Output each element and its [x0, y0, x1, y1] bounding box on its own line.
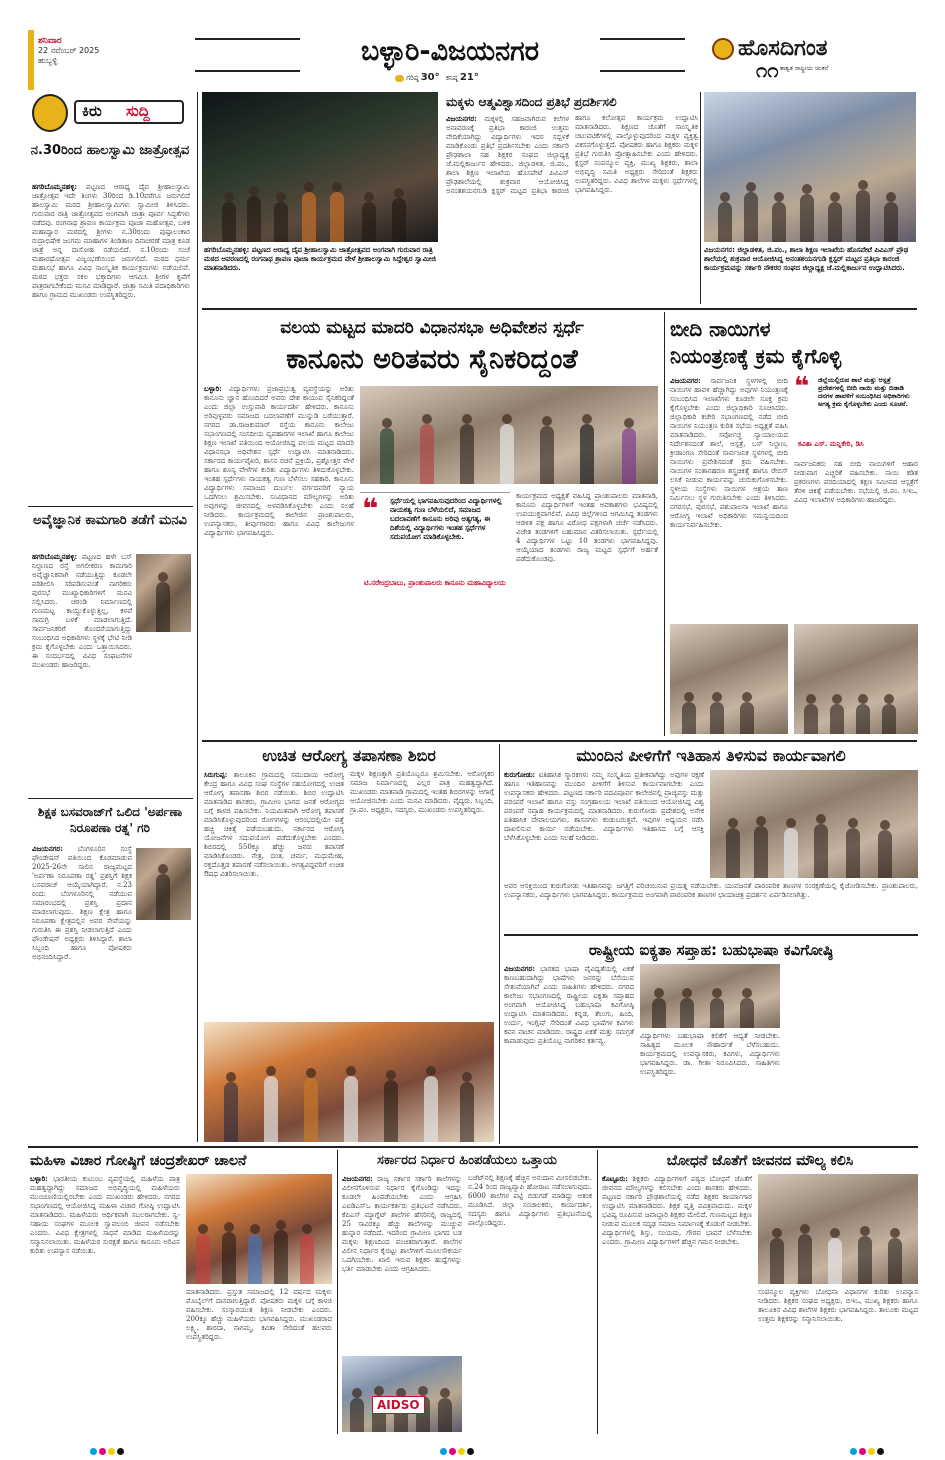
weather-widget: [395, 72, 515, 86]
women-text-2: ಮಾತನಾಡಿದರು. ಪ್ರಸ್ತುತ ಸಮಾಜದಲ್ಲಿ 12 ವರ್ಷದ ಮಕ್ಕಳು ಮೊಬೈಲ್‌ಗೆ ದಾಸರಾಗುತ್ತಿದ್ದಾರೆ. ಪೋಷಕರು ಮಕ್ಕಳ ಬಗ್ಗೆ ಕಾಳಜಿ ವಹಿಸಬೇಕು. ಸಂಸ್ಕಾರಯುತ ಶಿಕ್ಷಣ ನೀಡಬೇಕು ಎಂದರು. 200ಕ್ಕೂ ಹೆಚ್ಚು ಮಹಿಳೆಯರು ಭಾಗವಹಿಸಿದ್ದರು. ಮುಖಂಡರಾದ ಲಕ್ಷ್ಮಿ, ಶಾರದಾ, ನಾಗಮ್ಮ, ಕವಿತಾ ಸೇರಿದಂತೆ ಹಲವರು ಉಪಸ್ಥಿತರಿದ್ದರು.: [186, 1288, 332, 1341]
values-headline: ಬೋಧನೆ ಜೊತೆಗೆ ಜೀವನದ ಮೌಲ್ಯ ಕಲಿಸಿ: [666, 1153, 854, 1169]
logo-emblem-icon: [712, 38, 734, 60]
section-divider: [202, 740, 917, 742]
divider: [28, 798, 193, 799]
masthead: [0, 0, 945, 90]
brief-3-headline: ಶಿಕ್ಷಕ ಬಸವರಾಜ್‌ಗೆ ಒಲಿದ 'ಅರ್ಪಣಾ ನಿರೂಪಣಾ ರತ್ನ' ಗರಿ: [37, 805, 183, 835]
section-divider: [504, 934, 918, 936]
brief-3-text: ಬೆಂಗಳೂರಿನ ಸಂಸ್ಥೆ ಫೌಂಡೇಷನ್ ವತಿಯಿಂದ ಕೊಡಮಾಡುವ 2025-26ನೇ ಸಾಲಿನ ರಾಜ್ಯಮಟ್ಟದ 'ಅರ್ಪಣಾ ನಿರೂಪಣಾ ರತ್ನ' ಪ್ರಶಸ್ತಿಗೆ ಶಿಕ್ಷಕ ಬಸವರಾಜ್ ಆಯ್ಕೆಯಾಗಿದ್ದಾರೆ. ನ.23 ರಂದು ಬೆಂಗಳೂರಿನಲ್ಲಿ ನಡೆಯುವ ಸಮಾರಂಭದಲ್ಲಿ ಪ್ರಶಸ್ತಿ ಪ್ರದಾನ ಮಾಡಲಾಗುವುದು. ಶಿಕ್ಷಣ ಕ್ಷೇತ್ರ ಹಾಗೂ ನಿರೂಪಣಾ ಕ್ಷೇತ್ರದಲ್ಲಿನ ಅವರ ಸೇವೆಯನ್ನು ಗುರುತಿಸಿ ಈ ಪ್ರಶಸ್ತಿ ನೀಡಲಾಗುತ್ತಿದೆ ಎಂದು ಫೌಂಡೇಷನ್ ಅಧ್ಯಕ್ಷರು ತಿಳಿಸಿದ್ದಾರೆ. ಶಾಲಾ ಸಿಬ್ಬಂದಿ ಹಾಗೂ ಪೋಷಕರು ಅಭಿನಂದಿಸಿದ್ದಾರೆ.: [32, 845, 132, 961]
integration-body-col2: [640, 1032, 780, 1142]
paper-name: ಹೊಸದಿಗಂತ: [738, 36, 828, 61]
protest-photo: [342, 1356, 462, 1432]
dogs-place: ವಿಜಯನಗರ:: [670, 376, 701, 385]
values-text-2: ಸಂಪನ್ಮೂಲ ವ್ಯಕ್ತಿಗಳು ಬೋಧನಾ ವಿಧಾನಗಳ ಕುರಿತು ಉಪನ್ಯಾಸ ನೀಡಿದರು. ಶಿಕ್ಷಕರ ಸಂಘದ ಅಧ್ಯಕ್ಷರು, ಬಿಇಒ, ಮುಖ್ಯ ಶಿಕ್ಷಕರು ಹಾಗೂ ತಾಲೂಕಿನ ವಿವಿಧ ಶಾಲೆಗಳ ಶಿಕ್ಷಕರು ಭಾಗವಹಿಸಿದ್ದರು. ತಾಲೂಕು ಮಟ್ಟದ ಉತ್ತಮ ಶಿಕ್ಷಕರನ್ನು ಸನ್ಮಾನಿಸಲಾಯಿತು.: [758, 1288, 918, 1323]
women-event-photo: [186, 1174, 332, 1284]
brief-2-text: ಪಟ್ಟಣದ ಹಳೇ ಬಸ್ ನಿಲ್ದಾಣದ ರಸ್ತೆ ಅಗಲೀಕರಣ ಕಾಮಗಾರಿ ಅವೈಜ್ಞಾನಿಕವಾಗಿ ನಡೆಯುತ್ತಿದ್ದು ಕೂಡಲೇ ಪರಿಶೀಲಿಸಿ ಸರಿಪಡಿಸುವಂತೆ ನಾಗರಿಕರು ಪುರಸಭೆ ಮುಖ್ಯಾಧಿಕಾರಿಗಳಿಗೆ ಮನವಿ ಸಲ್ಲಿಸಿದರು. ಚರಂಡಿ ನಿರ್ಮಾಣದಲ್ಲಿ ಗುಣಮಟ್ಟ ಕಾಯ್ದುಕೊಳ್ಳುತ್ತಿಲ್ಲ, ಕಳಪೆ ಸಾಮಗ್ರಿ ಬಳಕೆ ಮಾಡಲಾಗುತ್ತಿದೆ. ಸಾರ್ವಜನಿಕರಿಗೆ ತೊಂದರೆಯಾಗುತ್ತಿದ್ದು ಸಂಬಂಧಿಸಿದ ಅಧಿಕಾರಿಗಳು ಸ್ಥಳಕ್ಕೆ ಭೇಟಿ ನೀಡಿ ಕ್ರಮ ಕೈಗೊಳ್ಳಬೇಕು ಎಂದು ಒತ್ತಾಯಿಸಿದರು. ಈ ಸಂದರ್ಭದಲ್ಲಿ ವಿವಿಧ ಸಂಘಟನೆಗಳ ಮುಖಂಡರು ಹಾಜರಿದ್ದರು.: [32, 553, 133, 669]
weather-min-label: ಕನಿಷ್ಠ: [445, 74, 458, 82]
brief-3-body: [32, 844, 132, 961]
history-body-col1: [504, 770, 704, 878]
lead-stage-photo: [360, 386, 658, 484]
integration-text: ಭಾರತದ ಭಾಷಾ ವೈವಿಧ್ಯತೆಯಲ್ಲಿ ಏಕತೆ ಕಾಣಬಹುದಾಗಿದ್ದು ಭಾಷೆಗಳು ಜನರನ್ನು ಬೆಸೆಯುವ ಸೇತುವೆಯಾಗಿವೆ ಎಂದು ಸಾಹಿತಿಗಳು ಹೇಳಿದರು. ನಗರದ ಕಾಲೇಜು ಸಭಾಂಗಣದಲ್ಲಿ ರಾಷ್ಟ್ರೀಯ ಐಕ್ಯತಾ ಸಪ್ತಾಹದ ಅಂಗವಾಗಿ ಆಯೋಜಿಸಿದ್ದ ಬಹುಭಾಷಾ ಕವಿಗೋಷ್ಠಿ ಉದ್ಘಾಟಿಸಿ ಮಾತನಾಡಿದರು. ಕನ್ನಡ, ತೆಲುಗು, ಹಿಂದಿ, ಉರ್ದು, ಇಂಗ್ಲಿಷ್ ಸೇರಿದಂತೆ ವಿವಿಧ ಭಾಷೆಗಳ ಕವಿಗಳು ಕವನ ವಾಚನ ಮಾಡಿದರು. ರಾಷ್ಟ್ರದ ಏಕತೆ ಮತ್ತು ಸಮಗ್ರತೆ ಕಾಪಾಡುವುದು ಪ್ರತಿಯೊಬ್ಬ ನಾಗರಿಕನ ಕರ್ತವ್ಯ.: [504, 965, 634, 1045]
column-rule: [197, 92, 198, 1142]
quote-mark-icon: ❝: [794, 372, 810, 402]
dogs-quote-by: ಕವಿತಾ ಎಸ್. ಮನ್ನಿಕೇರಿ, ಡಿಸಿ: [798, 440, 864, 448]
kirusuddi-label-b: ಸುದ್ದಿ: [126, 102, 150, 120]
women-place: ಬಳ್ಳಾರಿ:: [30, 1174, 48, 1183]
integration-text-2: ವಿದ್ಯಾರ್ಥಿಗಳು ಬಹುಭಾಷಾ ಕಲಿಕೆಗೆ ಆದ್ಯತೆ ನೀಡಬೇಕು. ಸಾಹಿತ್ಯದ ಮೂಲಕ ಸೌಹಾರ್ದತೆ ಬೆಳೆಸಬಹುದು. ಕಾರ್ಯಕ್ರಮದಲ್ಲಿ ಉಪನ್ಯಾಸಕರು, ಕವಿಗಳು, ವಿದ್ಯಾರ್ಥಿಗಳು ಭಾಗವಹಿಸಿದ್ದರು. ಡಾ. ಗೀತಾ ನಿರೂಪಿಸಿದರು. ಸಾಹಿತಿಗಳು ಉಪಸ್ಥಿತರಿದ್ದರು.: [640, 1032, 780, 1076]
brief-3-portrait: [136, 848, 191, 920]
values-place: ಕೊಟ್ಟೂರು:: [602, 1174, 628, 1183]
weather-max-label: ಗರಿಷ್ಠ: [406, 74, 419, 82]
divider: [28, 506, 193, 507]
section-divider: [28, 1146, 918, 1148]
govt-body-col2: [468, 1174, 592, 1432]
women-body-col2: [186, 1288, 332, 1432]
integration-headline: ರಾಷ್ಟ್ರೀಯ ಐಕ್ಯತಾ ಸಪ್ತಾಹ: ಬಹುಭಾಷಾ ಕವಿಗೋಷ್ಠಿ: [588, 941, 834, 959]
column-rule: [664, 312, 665, 736]
kirusuddi-header: [28, 92, 193, 136]
dogs-body-col2: [794, 460, 918, 620]
dogs-quote-box: [794, 374, 918, 454]
lead-body-col2: [516, 492, 658, 732]
health-camp-photo: [204, 1022, 494, 1142]
govt-headline: ಸರ್ಕಾರದ ನಿರ್ಧಾರ ಹಿಂಪಡೆಯಲು ಒತ್ತಾಯ: [377, 1153, 557, 1168]
brief-1-place: ಹಗರಿಬೊಮ್ಮನಹಳ್ಳಿ:: [32, 182, 78, 191]
values-event-photo: [758, 1174, 918, 1284]
women-body-col1: [30, 1174, 180, 1432]
dogs-meeting-photo: [794, 624, 918, 734]
paper-tagline: ಶಾಶ್ವತ ರಾಷ್ಟ್ರೀಯ ಚಿಂತನೆ: [780, 65, 829, 72]
health-body-col1: [204, 770, 344, 1018]
health-place: ಸಿರುಗುಪ್ಪ:: [204, 770, 228, 779]
temple-photo-caption: ಹಗರಿಬೊಮ್ಮನಹಳ್ಳಿ: ಪಟ್ಟಣದ ಆರಾಧ್ಯ ದೈವ ಶ್ರೀಹಾಲಸ್ವಾಮಿ ಜಾತ್ರೋತ್ಸವದ ಅಂಗವಾಗಿ ಗುರುವಾರ ರಾತ್ರಿ ಮಠದ ಆವರಣದಲ್ಲಿ ರಂಗನಾಥ ಶ್ರಾವಣ ಪೂಜಾ ಕಾರ್ಯಕ್ರಮದ ವೇಳೆ ಶ್ರೀಹಾಲಸ್ವಾಮಿ ಸಿದ್ದೇಶ್ವರ ಸ್ವಾಮೀಜಿ ಮಾತನಾಡಿದರು.: [204, 246, 436, 272]
health-text: ತಾಲೂಕಿನ ಗ್ರಾಮದಲ್ಲಿ ಸಮುದಾಯ ಆರೋಗ್ಯ ಕೇಂದ್ರ ಹಾಗೂ ವಿವಿಧ ಸಂಘ ಸಂಸ್ಥೆಗಳ ಸಹಯೋಗದಲ್ಲಿ ಉಚಿತ ಆರೋಗ್ಯ ತಪಾಸಣಾ ಶಿಬಿರ ನಡೆಯಿತು. ಶಿಬಿರ ಉದ್ಘಾಟಿಸಿ ಮಾತನಾಡಿದ ಶಾಸಕರು, ಗ್ರಾಮೀಣ ಭಾಗದ ಜನತೆ ಆರೋಗ್ಯದ ಬಗ್ಗೆ ಕಾಳಜಿ ವಹಿಸಬೇಕು. ನಿಯಮಿತವಾಗಿ ಆರೋಗ್ಯ ತಪಾಸಣೆ ಮಾಡಿಸಿಕೊಳ್ಳುವುದರಿಂದ ರೋಗಗಳನ್ನು ಆರಂಭದಲ್ಲಿಯೇ ಪತ್ತೆ ಹಚ್ಚಿ ಚಿಕಿತ್ಸೆ ಪಡೆಯಬಹುದು. ಸರ್ಕಾರದ ಆರೋಗ್ಯ ಯೋಜನೆಗಳ ಸದುಪಯೋಗ ಪಡೆದುಕೊಳ್ಳಬೇಕು ಎಂದರು. ಶಿಬಿರದಲ್ಲಿ 550ಕ್ಕೂ ಹೆಚ್ಚು ಜನರು ತಪಾಸಣೆ ಮಾಡಿಸಿಕೊಂಡರು. ನೇತ್ರ, ದಂತ, ಚರ್ಮ, ಮಧುಮೇಹ, ರಕ್ತದೊತ್ತಡ ತಪಾಸಣೆ ನಡೆಸಲಾಯಿತು. ಅಗತ್ಯವಿದ್ದವರಿಗೆ ಉಚಿತ ಔಷಧ ವಿತರಿಸಲಾಯಿತು.: [204, 771, 344, 878]
children-story-headline: ಮಕ್ಕಳು ಆತ್ಮವಿಶ್ವಾಸದಿಂದ ಪ್ರತಿಭೆ ಪ್ರದರ್ಶಿಸಲಿ: [446, 95, 617, 109]
health-text-2: ಮಕ್ಕಳ ಶಿಕ್ಷಣಕ್ಕಾಗಿ ಪ್ರತಿಯೊಬ್ಬರೂ ಶ್ರಮಿಸಬೇಕು. ಆರೋಗ್ಯಕರ ಸಮಾಜ ನಿರ್ಮಾಣದಲ್ಲಿ ಎಲ್ಲರ ಪಾತ್ರ ಮಹತ್ವದ್ದಾಗಿದೆ. ಮುಖಂಡರು ಮಾತನಾಡಿ ಗ್ರಾಮದಲ್ಲಿ ಇಂತಹ ಶಿಬಿರಗಳನ್ನು ಆಗಾಗ್ಗೆ ಆಯೋಜಿಸಬೇಕು ಎಂದು ಮನವಿ ಮಾಡಿದರು. ವೈದ್ಯರು, ಸಿಬ್ಬಂದಿ, ಗ್ರಾ.ಪಂ. ಅಧ್ಯಕ್ಷರು, ಸದಸ್ಯರು, ಮುಖಂಡರು ಉಪಸ್ಥಿತರಿದ್ದರು.: [350, 770, 494, 814]
values-text: ಶಿಕ್ಷಕರು ವಿದ್ಯಾರ್ಥಿಗಳಿಗೆ ಪಠ್ಯದ ಬೋಧನೆ ಜೊತೆಗೆ ಜೀವನದ ಮೌಲ್ಯಗಳನ್ನು ಕಲಿಸಬೇಕು ಎಂದು ಶಾಸಕರು ಹೇಳಿದರು. ಪಟ್ಟಣದ ಸರ್ಕಾರಿ ಪ್ರೌಢಶಾಲೆಯಲ್ಲಿ ನಡೆದ ಶಿಕ್ಷಕರ ಕಾರ್ಯಾಗಾರ ಉದ್ಘಾಟಿಸಿ ಮಾತನಾಡಿದರು. ಶಿಕ್ಷಕ ವೃತ್ತಿ ಪವಿತ್ರವಾದುದು. ಮಕ್ಕಳ ಭವಿಷ್ಯ ರೂಪಿಸುವ ಜವಾಬ್ದಾರಿ ಶಿಕ್ಷಕರ ಮೇಲಿದೆ. ಗುಣಮಟ್ಟದ ಶಿಕ್ಷಣ ನೀಡುವ ಮೂಲಕ ಸದೃಢ ಸಮಾಜ ನಿರ್ಮಾಣಕ್ಕೆ ಕೊಡುಗೆ ನೀಡಬೇಕು. ವಿದ್ಯಾರ್ಥಿಗಳಲ್ಲಿ ಶಿಸ್ತು, ಸಂಯಮ, ಗೌರವ ಭಾವನೆ ಬೆಳೆಸಬೇಕು ಎಂದರು. ಗ್ರಾಮೀಣ ವಿದ್ಯಾರ್ಥಿಗಳಿಗೆ ಹೆಚ್ಚಿನ ಗಮನ ನೀಡಬೇಕು.: [602, 1175, 752, 1246]
dogs-headline-1: ಬೀದಿ ನಾಯಿಗಳ: [670, 317, 771, 341]
column-rule: [499, 744, 500, 1144]
protest-banner: AIDSO: [372, 1396, 425, 1414]
dogs-text-2: ಸಾರ್ವಜನಿಕರು ಸಹ ಬೀದಿ ನಾಯಿಗಳಿಗೆ ಆಹಾರ ನೀಡುವಾಗ ಎಚ್ಚರಿಕೆ ವಹಿಸಬೇಕು. ನಾಯಿ ಕಡಿತ ಪ್ರಕರಣಗಳು ವರದಿಯಾದಲ್ಲಿ ತಕ್ಷಣ ಸಮೀಪದ ಆಸ್ಪತ್ರೆಗೆ ತೆರಳಿ ಚಿಕಿತ್ಸೆ ಪಡೆಯಬೇಕು. ಸಭೆಯಲ್ಲಿ ಜಿ.ಪಂ. ಸಿಇಒ, ವಿವಿಧ ಇಲಾಖೆಗಳ ಅಧಿಕಾರಿಗಳು ಹಾಜರಿದ್ದರು.: [794, 460, 918, 504]
history-place: ಕುರುಗೋಡು:: [504, 770, 536, 779]
accent-bar-left: [28, 30, 34, 90]
history-event-photo: [710, 770, 918, 878]
weather-min: 21°: [459, 72, 479, 83]
children-story-text: ಮಕ್ಕಳಲ್ಲಿ ಸಹಜವಾಗಿರುವ ಕಲೆಗಳ ಅನಾವರಣಕ್ಕೆ ಪ್ರತಿಭಾ ಕಾರಂಜಿ ಉತ್ತಮ ವೇದಿಕೆಯಾಗಿದ್ದು ವಿದ್ಯಾರ್ಥಿಗಳು ಇದರ ಸದ್ಬಳಕೆ ಮಾಡಿಕೊಂಡು ಪ್ರತಿಭೆ ಪ್ರದರ್ಶಿಸಬೇಕು ಎಂದು ಸರ್ಕಾರಿ ಪ್ರೌಢಶಾಲಾ ಸಹ ಶಿಕ್ಷಕರ ಸಂಘದ ಜಿಲ್ಲಾಧ್ಯಕ್ಷ ಜೆ.ಮಲ್ಲಿಕಾರ್ಜುನ ಹೇಳಿದರು. ಜಿಲ್ಲಾಡಳಿತ, ಜಿ.ಪಂ., ಶಾಲಾ ಶಿಕ್ಷಣ ಇಲಾಖೆಯ ಹೊಸಪೇಟೆ ಪಿವಿಎಸ್ ಪ್ರೌಢಶಾಲೆಯಲ್ಲಿ ಶುಕ್ರವಾರ ಆಯೋಜಿಸಿದ್ದ ಅನಂತಶಯನಗುಡಿ ಕ್ಲಸ್ಟರ್ ಮಟ್ಟದ ಪ್ರತಿಭಾ ಕಾರಂಜಿ ಹಾಗೂ ಕಲೋತ್ಸವ ಕಾರ್ಯಕ್ರಮ ಉದ್ಘಾಟಿಸಿ ಮಾತನಾಡಿದರು. ಶಿಕ್ಷಣದ ಜೊತೆಗೆ ಸಾಂಸ್ಕೃತಿಕ ಚಟುವಟಿಕೆಗಳಲ್ಲಿ ಪಾಲ್ಗೊಳ್ಳುವುದರಿಂದ ಮಕ್ಕಳ ವ್ಯಕ್ತಿತ್ವ ವಿಕಸನಗೊಳ್ಳುತ್ತದೆ. ಪೋಷಕರು ಹಾಗೂ ಶಿಕ್ಷಕರು ಮಕ್ಕಳ ಪ್ರತಿಭೆ ಗುರುತಿಸಿ ಪ್ರೋತ್ಸಾಹಿಸಬೇಕು ಎಂದು ಹೇಳಿದರು. ಕ್ಲಸ್ಟರ್ ಸಂಪನ್ಮೂಲ ವ್ಯಕ್ತಿ, ಮುಖ್ಯ ಶಿಕ್ಷಕರು, ಶಾಲಾ ಅಭಿವೃದ್ಧಿ ಸಮಿತಿ ಅಧ್ಯಕ್ಷರು ಸೇರಿದಂತೆ ಶಿಕ್ಷಕರು ಉಪಸ್ಥಿತರಿದ್ದರು. ವಿವಿಧ ಶಾಲೆಗಳ ಮಕ್ಕಳು ಸ್ಪರ್ಧೆಗಳಲ್ಲಿ ಭಾಗವಹಿಸಿದ್ದರು.: [446, 114, 698, 195]
dogs-headline-2: ನಿಯಂತ್ರಣಕ್ಕೆ ಕ್ರಮ ಕೈಗೊಳ್ಳಿ: [670, 344, 842, 368]
weather-max: 30°: [420, 72, 440, 83]
brief-1-headline: ನ.30ರಿಂದ ಹಾಲಸ್ವಾಮಿ ಜಾತ್ರೋತ್ಸವ: [30, 143, 190, 158]
section-divider: [202, 308, 917, 310]
dateline-block: [38, 36, 128, 66]
kirusuddi-label-a: ಕಿರು: [82, 102, 102, 120]
masthead-edition: ಹುಬ್ಬಳ್ಳಿ: [38, 56, 58, 65]
children-story-body: [446, 114, 698, 306]
lead-kicker: ವಲಯ ಮಟ್ಟದ ಮಾದರಿ ವಿಧಾನಸಭಾ ಅಧಿವೇಶನ ಸ್ಪರ್ಧೆ: [280, 318, 584, 338]
integration-place: ವಿಜಯನಗರ:: [504, 964, 535, 973]
dogs-quote: ಜಿಲ್ಲೆಯಲ್ಲಿರುವ ಶಾಲೆ ಮತ್ತು ಆಸ್ಪತ್ರೆ ಪ್ರದೇಶಗಳಲ್ಲಿ ಬೀದಿ ನಾಯಿ ಮತ್ತು ಬಿಡಾಡಿ ದನಗಳ ಹಾವಳಿಗೆ ಸಂಬಂಧಿಸಿದ ಅಧಿಕಾರಿಗಳು ಅಗತ್ಯ ಕ್ರಮ ಕೈಗೊಳ್ಳಬೇಕು ಎಂದು ಸೂಚನೆ.: [818, 376, 910, 408]
school-photo-caption: ವಿಜಯನಗರ: ಜಿಲ್ಲಾಡಳಿತ, ಜಿ.ಪಂ., ಶಾಲಾ ಶಿಕ್ಷಣ ಇಲಾಖೆಯ ಹೊಸಪೇಟೆ ಪಿವಿಎಸ್ ಪ್ರೌಢ ಶಾಲೆಯಲ್ಲಿ ಶುಕ್ರವಾರ ಆಯೋಜಿಸಿದ್ದ ಅನಂತಶಯನಗುಡಿ ಕ್ಲಸ್ಟರ್ ಮಟ್ಟದ ಪ್ರತಿಭಾ ಕಾರಂಜಿ ಕಾರ್ಯಕ್ರಮವನ್ನು ಸರ್ಕಾರಿ ನೌಕರರ ಸಂಘದ ಜಿಲ್ಲಾಧ್ಯಕ್ಷ ಜೆ.ಮಲ್ಲಿಕಾರ್ಜುನ ಉದ್ಘಾಟಿಸಿದರು.: [704, 246, 909, 272]
paper-logo: [710, 35, 880, 65]
govt-text: ರಾಜ್ಯ ಸರ್ಕಾರ ಸರ್ಕಾರಿ ಶಾಲೆಗಳನ್ನು ವಿಲೀನಗೊಳಿಸುವ ನಿರ್ಧಾರ ಕೈಗೊಂಡಿದ್ದು ಇದನ್ನು ಕೂಡಲೇ ಹಿಂಪಡೆಯಬೇಕು ಎಂದು ಆಗ್ರಹಿಸಿ ಎಐಡಿಎಸ್‌ಒ ಕಾರ್ಯಕರ್ತರು ಪ್ರತಿಭಟನೆ ನಡೆಸಿದರು. ಕೆಪಿಎಸ್ ಮ್ಯಾಗ್ನೆಟ್ ಶಾಲೆಗಳ ಹೆಸರಿನಲ್ಲಿ ರಾಜ್ಯದಲ್ಲಿ 25 ಸಾವಿರಕ್ಕೂ ಹೆಚ್ಚು ಶಾಲೆಗಳನ್ನು ಮುಚ್ಚುವ ಹುನ್ನಾರ ನಡೆದಿದೆ. ಇದರಿಂದ ಗ್ರಾಮೀಣ ಭಾಗದ ಬಡ ಮಕ್ಕಳು ಶಿಕ್ಷಣದಿಂದ ವಂಚಿತರಾಗುತ್ತಾರೆ. ಶಾಲೆಗಳ ವಿಲೀನ ನಿರ್ಧಾರ ಕೈಬಿಟ್ಟು ಶಾಲೆಗಳಿಗೆ ಮೂಲಸೌಕರ್ಯ ಒದಗಿಸಬೇಕು. ಖಾಲಿ ಇರುವ ಶಿಕ್ಷಕರ ಹುದ್ದೆಗಳನ್ನು ಭರ್ತಿ ಮಾಡಬೇಕು ಎಂದು ಆಗ್ರಹಿಸಿದರು.: [342, 1175, 462, 1273]
temple-night-photo: [202, 92, 438, 242]
integration-body-col3: [786, 964, 918, 1142]
brief-2-headline: ಅವೈಜ್ಞಾನಿಕ ಕಾಮಗಾರಿ ತಡೆಗೆ ಮನವಿ: [33, 513, 187, 528]
values-body-col1: [602, 1174, 752, 1432]
brief-1-text: ಪಟ್ಟಣದ ಆರಾಧ್ಯ ದೈವ ಶ್ರೀಹಾಲಸ್ವಾಮಿ ಜಾತ್ರೋತ್ಸವ ಇದೇ ತಿಂಗಳು 30ರಿಂದ ಡಿ.10ವರೆಗೂ ಜರುಗಲಿದೆ ಹಾಲಸ್ವಾಮಿ ಮಠದ ಶ್ರೀಹಾಲಸ್ವಾಮಿಗಳು ಸ್ವಾಮೀಜಿ ತಿಳಿಸಿದರು. ಗುರುವಾರ ರಾತ್ರಿ ಜಾತ್ರೋತ್ಸವದ ಅಂಗವಾಗಿ ಜಾತ್ರಾ ಪೂರ್ವ ಸಿದ್ಧತೆಗಳು ನಡೆದವು. ರಂಗನಾಥ ಶ್ರಾವಣ ಕಾರ್ಯಕ್ರಮ ಪೂಜಾ ಮಹೋತ್ಸವ, ಬಳಿಕ ಮಹಾದ್ವಾರ ಮಠದಲ್ಲಿ ಶ್ರೀಗಳು ನ.30ರಂದು ಪುಷ್ಪಾಲಂಕಾರ ರುದ್ರಾಭಿಷೇಕ ಜಂಗಮ ಮಾಹಾಗಳ ತಿಂಡಿತಾಣ ದಿನಾಚರಣೆ ಮಾತ್ರ ಕೂಡ ಜಾತ್ರೆ ಅನ್ನ ದಾಸೋಹ ನಡೆಯಲಿದೆ. ನ.10ರಂದು ಸಂಜೆ ಮಹಾರಥೋತ್ಸವ ವಿಜೃಂಭಣೆಯಿಂದ ಜರುಗಲಿದೆ. ಮಠದ ಧರ್ಮ ಮಹಾಸಭೆ ಹಾಗೂ ವಿವಿಧ ಸಾಂಸ್ಕೃತಿಕ ಕಾರ್ಯಕ್ರಮಗಳು ನಡೆಯಲಿವೆ. ಮಠದ ಭಕ್ತರು ಸಕಲ ಭಕ್ತಾದಿಗಳು ಆಗಮಿಸಿ ಶ್ರೀಗಳ ಕೃಪೆಗೆ ಪಾತ್ರರಾಗಬೇಕೆಂದು ಮನವಿ ಮಾಡಿದ್ದಾರೆ. ಜಾತ್ರಾ ಸಮಿತಿ ಪದಾಧಿಕಾರಿಗಳು ಹಾಗೂ ಗ್ರಾಮದ ಮುಖಂಡರು ಉಪಸ್ಥಿತರಿದ್ದರು.: [32, 183, 190, 299]
school-event-photo: [704, 92, 916, 242]
registration-marks-left: [90, 1440, 150, 1450]
lead-quote-box: [360, 492, 510, 610]
history-text: ಐತಿಹಾಸಿಕ ಸ್ಮಾರಕಗಳು ನಮ್ಮ ಸಂಸ್ಕೃತಿಯ ಪ್ರತೀಕವಾಗಿದ್ದು ಅವುಗಳ ರಕ್ಷಣೆ ಹಾಗೂ ಇತಿಹಾಸವನ್ನು ಮುಂದಿನ ಪೀಳಿಗೆಗೆ ತಿಳಿಸುವ ಕಾರ್ಯವಾಗಬೇಕು ಎಂದು ಉಪನ್ಯಾಸಕರು ಹೇಳಿದರು. ಪಟ್ಟಣದ ಸರ್ಕಾರಿ ಪದವಿಪೂರ್ವ ಕಾಲೇಜಿನಲ್ಲಿ ಪ್ರಾಚ್ಯವಸ್ತು ಮತ್ತು ಪರಂಪರೆ ಇಲಾಖೆ ಹಾಗೂ ವಸ್ತು ಸಂಗ್ರಹಾಲಯ ಇಲಾಖೆ ವತಿಯಿಂದ ಆಯೋಜಿಸಿದ್ದ ವಿಶ್ವ ಪರಂಪರೆ ಸಪ್ತಾಹ ಕಾರ್ಯಕ್ರಮದಲ್ಲಿ ಮಾತನಾಡಿದರು. ಕುರುಗೋಡು ಪ್ರದೇಶದಲ್ಲಿ ಅನೇಕ ಐತಿಹಾಸಿಕ ದೇವಾಲಯಗಳು, ಶಾಸನಗಳು ಕಂಡುಬರುತ್ತವೆ. ಇವುಗಳ ಅಧ್ಯಯನ ನಡೆಸಿ ದಾಖಲಿಸುವ ಕಾರ್ಯ ನಡೆಯಬೇಕು. ವಿದ್ಯಾರ್ಥಿಗಳು ಇತಿಹಾಸದ ಬಗ್ಗೆ ಆಸಕ್ತಿ ಬೆಳೆಸಿಕೊಳ್ಳಬೇಕು ಎಂದು ಸಲಹೆ ನೀಡಿದರು.: [504, 771, 704, 842]
dogs-text: ಸಾರ್ವಜನಿಕ ಸ್ಥಳಗಳಲ್ಲಿ ಬೀದಿ ನಾಯಿಗಳ ಹಾವಳಿ ಹೆಚ್ಚಾಗಿದ್ದು ಅವುಗಳ ನಿಯಂತ್ರಣಕ್ಕೆ ಸಂಬಂಧಿಸಿದ ಇಲಾಖೆಗಳು ಕೂಡಲೇ ಸೂಕ್ತ ಕ್ರಮ ಕೈಗೊಳ್ಳಬೇಕು ಎಂದು ಜಿಲ್ಲಾಧಿಕಾರಿ ಸೂಚಿಸಿದರು. ಜಿಲ್ಲಾಧಿಕಾರಿ ಕಚೇರಿ ಸಭಾಂಗಣದಲ್ಲಿ ನಡೆದ ಬೀದಿ ನಾಯಿಗಳ ನಿಯಂತ್ರಣ ಕುರಿತ ಸಭೆಯ ಅಧ್ಯಕ್ಷತೆ ವಹಿಸಿ ಮಾತನಾಡಿದರು. ಸರ್ವೋಚ್ಚ ನ್ಯಾಯಾಲಯದ ನಿರ್ದೇಶನದಂತೆ ಶಾಲೆ, ಆಸ್ಪತ್ರೆ, ಬಸ್ ನಿಲ್ದಾಣ, ಕ್ರೀಡಾಂಗಣ ಸೇರಿದಂತೆ ಸಾರ್ವಜನಿಕ ಸ್ಥಳಗಳಲ್ಲಿ ಬೀದಿ ನಾಯಿಗಳು ಪ್ರವೇಶಿಸದಂತೆ ಕ್ರಮ ವಹಿಸಬೇಕು. ನಾಯಿಗಳ ಸಂತಾನಹರಣ ಶಸ್ತ್ರಚಿಕಿತ್ಸೆ ಹಾಗೂ ರೇಬಿಸ್ ಲಸಿಕೆ ನೀಡುವ ಕಾರ್ಯವನ್ನು ಚುರುಕುಗೊಳಿಸಬೇಕು. ಸ್ಥಳೀಯ ಸಂಸ್ಥೆಗಳು ನಾಯಿಗಳ ಆಶ್ರಯ ತಾಣ ನಿರ್ಮಿಸಲು ಸ್ಥಳ ಗುರುತಿಸಬೇಕು ಎಂದು ತಿಳಿಸಿದರು. ನಗರಸಭೆ, ಪುರಸಭೆ, ಪಶುಪಾಲನಾ ಇಲಾಖೆ ಹಾಗೂ ಆರೋಗ್ಯ ಇಲಾಖೆ ಅಧಿಕಾರಿಗಳು ಸಮನ್ವಯದಿಂದ ಕಾರ್ಯನಿರ್ವಹಿಸಬೇಕು.: [670, 377, 788, 529]
column-rule: [597, 1150, 598, 1434]
column-rule: [700, 92, 701, 304]
govt-body-col1: [342, 1174, 462, 1352]
brief-3-place: ವಿಜಯನಗರ:: [32, 844, 63, 853]
children-story-place: ವಿಜಯನಗರ:: [446, 114, 477, 123]
govt-place: ವಿಜಯನಗರ:: [342, 1174, 373, 1183]
registration-marks-center: [440, 1440, 500, 1450]
brief-2-place: ಹಗರಿಬೊಮ್ಮನಹಳ್ಳಿ:: [32, 552, 78, 561]
masthead-date: 22 ನವೆಂಬರ್ 2025: [38, 46, 100, 55]
history-headline: ಮುಂದಿನ ಪೀಳಿಗೆಗೆ ಇತಿಹಾಸ ತಿಳಿಸುವ ಕಾರ್ಯವಾಗಲಿ: [576, 746, 846, 765]
govt-text-2: ಬಜೆಟ್‌ನಲ್ಲಿ ಶಿಕ್ಷಣಕ್ಕೆ ಹೆಚ್ಚಿನ ಅನುದಾನ ಮೀಸಲಿಡಬೇಕು. ನ.24 ರಿಂದ ರಾಜ್ಯವ್ಯಾಪಿ ಹೋರಾಟ ನಡೆಸಲಾಗುವುದು. 6000 ಶಾಲೆಗಳ ಪಟ್ಟಿ ಬಿಡುಗಡೆ ಮಾಡಿದ್ದು ಆತಂಕ ಮೂಡಿಸಿದೆ. ಜಿಲ್ಲಾ ಸಂಚಾಲಕರು, ಕಾರ್ಯದರ್ಶಿ, ಸದಸ್ಯರು ಹಾಗೂ ವಿದ್ಯಾರ್ಥಿಗಳು ಪ್ರತಿಭಟನೆಯಲ್ಲಿ ಪಾಲ್ಗೊಂಡಿದ್ದರು.: [468, 1174, 592, 1227]
column-rule: [337, 1150, 338, 1434]
history-body-col2: [504, 882, 918, 932]
integration-photo: [640, 964, 780, 1028]
lead-headline: ಕಾನೂನು ಅರಿತವರು ಸೈನಿಕರಿದ್ದಂತೆ: [286, 344, 578, 375]
page-number: ೧೧: [756, 58, 779, 82]
masthead-day: ಶನಿವಾರ: [38, 36, 62, 46]
lead-body-col3: [360, 614, 510, 734]
brief-2-body: [32, 552, 133, 669]
kirusuddi-column: [28, 92, 193, 1182]
dogs-meeting-photo-2: [670, 624, 788, 734]
registration-marks-right: [850, 1440, 910, 1450]
women-headline: ಮಹಿಳಾ ವಿಚಾರ ಗೋಷ್ಠಿಗೆ ಚಂದ್ರಶೇಖರ್ ಚಾಲನೆ: [30, 1153, 247, 1169]
lead-place: ಬಳ್ಳಾರಿ:: [204, 384, 222, 393]
health-body-col2: [350, 770, 494, 1018]
lead-quote: ಸ್ಪರ್ಧೆಯಲ್ಲಿ ಭಾಗವಹಿಸುವುದರಿಂದ ವಿದ್ಯಾರ್ಥಿಗಳಲ್ಲಿ ನಾಯಕತ್ವ ಗುಣ ಬೆಳೆಯಲಿದೆ, ಸಮಾಜದ ಬದಲಾವಣೆಗೆ ಕಾನೂನು ಅರಿವು ಅತ್ಯಗತ್ಯ, ಈ ದಿಶೆಯಲ್ಲಿ ವಿದ್ಯಾರ್ಥಿಗಳು ಇಂತಹ ಸ್ಪರ್ಧೆಗಳ ಸದುಪಯೋಗ ಮಾಡಿಕೊಳ್ಳಬೇಕು.: [390, 497, 502, 541]
values-body-col2: [758, 1288, 918, 1432]
quote-mark-icon: ❝: [362, 492, 379, 525]
section-title: ಬಳ್ಳಾರಿ-ವಿಜಯನಗರ: [300, 32, 600, 72]
women-text: ಭಾರತೀಯ ಕುಟುಂಬ ವ್ಯವಸ್ಥೆಯಲ್ಲಿ ಮಹಿಳೆಯ ಪಾತ್ರ ಮಹತ್ವದ್ದಾಗಿದ್ದು ಸಮಾಜದ ಅಭಿವೃದ್ಧಿಯಲ್ಲಿ ಮಹಿಳೆಯರು ಮುಂಚೂಣಿಯಲ್ಲಿರಬೇಕು ಎಂದು ಮುಖಂಡರು ಹೇಳಿದರು. ನಗರದ ಸಭಾಂಗಣದಲ್ಲಿ ಆಯೋಜಿಸಿದ್ದ ಮಹಿಳಾ ವಿಚಾರ ಗೋಷ್ಠಿ ಉದ್ಘಾಟಿಸಿ ಮಾತನಾಡಿದರು. ಮಹಿಳೆಯರು ಆರ್ಥಿಕವಾಗಿ ಸಬಲರಾಗಬೇಕು. ಸ್ವ-ಸಹಾಯ ಸಂಘಗಳ ಮೂಲಕ ಸ್ವಾವಲಂಬಿ ಜೀವನ ನಡೆಸಬೇಕು ಎಂದರು. ವಿವಿಧ ಕ್ಷೇತ್ರಗಳಲ್ಲಿ ಸಾಧನೆ ಮಾಡಿದ ಮಹಿಳೆಯರನ್ನು ಸನ್ಮಾನಿಸಲಾಯಿತು. ಮಹಿಳೆಯರ ಸುರಕ್ಷತೆ ಹಾಗೂ ಕಾನೂನು ಅರಿವಿನ ಕುರಿತು ಉಪನ್ಯಾಸ ನಡೆಯಿತು.: [30, 1175, 180, 1255]
pointing-hand-icon: [32, 94, 68, 132]
sun-cloud-icon: [395, 75, 404, 82]
integration-body-col1: [504, 964, 634, 1142]
brief-2-portrait: [136, 554, 191, 632]
health-headline: ಉಚಿತ ಆರೋಗ್ಯ ತಪಾಸಣಾ ಶಿಬಿರ: [262, 746, 436, 765]
history-text-2: ಅವರ ಆಸಕ್ತಿಯಿಂದ ಕುರುಗೋಡು ಇತಿಹಾಸವನ್ನು ಜಗತ್ತಿಗೆ ಪರಿಚಯಿಸುವ ಪ್ರಯತ್ನ ನಡೆಯಬೇಕು. ಯುವಜನತೆ ಪಾರಂಪರಿಕ ತಾಣಗಳ ಸಂರಕ್ಷಣೆಯಲ್ಲಿ ಕೈಜೋಡಿಸಬೇಕು. ಪ್ರಾಂಶುಪಾಲರು, ಉಪನ್ಯಾಸಕರು, ವಿದ್ಯಾರ್ಥಿಗಳು ಭಾಗವಹಿಸಿದ್ದರು. ಕಾರ್ಯಕ್ರಮದ ಅಂಗವಾಗಿ ಪಾರಂಪರಿಕ ತಾಣಗಳ ಛಾಯಾಚಿತ್ರ ಪ್ರದರ್ಶನ ಏರ್ಪಡಿಸಲಾಗಿತ್ತು.: [504, 882, 918, 899]
lead-text: ವಿದ್ಯಾರ್ಥಿಗಳು ಪ್ರಜಾಪ್ರಭುತ್ವ ವ್ಯವಸ್ಥೆಯನ್ನು ಅರಿತು ಕಾನೂನು ಜ್ಞಾನ ಹೊಂದಿದರೆ ಅವರು ದೇಶ ಕಾಯುವ ಸೈನಿಕರಿದ್ದಂತೆ ಎಂದು ಜಿಲ್ಲಾ ಉಸ್ತುವಾರಿ ಕಾರ್ಯದರ್ಶಿ ಹೇಳಿದರು. ಕಾನೂನು ಅರಿವುಳ್ಳವರು ಸಮಾಜದ ಬದಲಾವಣೆಗೆ ಮುನ್ನುಡಿ ಬರೆಯುತ್ತಾರೆ. ನಗರದ ಡಾ.ರಾಜಕುಮಾರ್ ರಸ್ತೆಯ ಕಾನೂನು ಕಾಲೇಜು ಸಭಾಂಗಣದಲ್ಲಿ ಸಂಸದೀಯ ವ್ಯವಹಾರಗಳ ಇಲಾಖೆ ಹಾಗೂ ಕಾಲೇಜು ಶಿಕ್ಷಣ ಇಲಾಖೆ ವತಿಯಿಂದ ಆಯೋಜಿಸಿದ್ದ ವಲಯ ಮಟ್ಟದ ಮಾದರಿ ವಿಧಾನಸಭಾ ಅಧಿವೇಶನ ಸ್ಪರ್ಧೆ ಉದ್ಘಾಟಿಸಿ ಮಾತನಾಡಿದರು. ಸರ್ಕಾರದ ಕಾರ್ಯವೈಖರಿ, ಶಾಸನ ರಚನೆ ಪ್ರಕ್ರಿಯೆ, ಪ್ರಶ್ನೋತ್ತರ ವೇಳೆ ಹಾಗೂ ಶೂನ್ಯ ವೇಳೆಗಳ ಕುರಿತು ವಿದ್ಯಾರ್ಥಿಗಳು ತಿಳಿದುಕೊಳ್ಳಬೇಕು. ಇಂತಹ ಸ್ಪರ್ಧೆಗಳು ನಾಯಕತ್ವ ಗುಣ ಬೆಳೆಸಲು ಸಹಕಾರಿ. ಕಾನೂನು ವಿದ್ಯಾರ್ಥಿಗಳು ಸಮಾಜದ ದುರ್ಬಲ ವರ್ಗದವರಿಗೆ ನ್ಯಾಯ ಒದಗಿಸಲು ಶ್ರಮಿಸಬೇಕು. ಸಂವಿಧಾನದ ಮೌಲ್ಯಗಳನ್ನು ಅರಿತು ಅವುಗಳನ್ನು ಜೀವನದಲ್ಲಿ ಅಳವಡಿಸಿಕೊಳ್ಳಬೇಕು ಎಂದು ಸಲಹೆ ನೀಡಿದರು. ಕಾರ್ಯಕ್ರಮದಲ್ಲಿ ಕಾಲೇಜಿನ ಪ್ರಾಂಶುಪಾಲರು, ಉಪನ್ಯಾಸಕರು, ತೀರ್ಪುಗಾರರು ಹಾಗೂ ವಿವಿಧ ಕಾಲೇಜುಗಳ ವಿದ್ಯಾರ್ಥಿಗಳು ಭಾಗವಹಿಸಿದ್ದರು.: [204, 385, 354, 537]
brief-1-body: [32, 182, 190, 504]
lead-text-2: ಕಾರ್ಯಕ್ರಮದ ಅಧ್ಯಕ್ಷತೆ ವಹಿಸಿದ್ದ ಪ್ರಾಂಶುಪಾಲರು ಮಾತನಾಡಿ, ಕಾನೂನು ವಿದ್ಯಾರ್ಥಿಗಳಿಗೆ ಇಂತಹ ಅವಕಾಶಗಳು ಭವಿಷ್ಯದಲ್ಲಿ ಉಪಯುಕ್ತವಾಗಲಿವೆ. ವಿವಿಧ ಜಿಲ್ಲೆಗಳಿಂದ ಆಗಮಿಸಿದ್ದ ತಂಡಗಳು ಆಡಳಿತ ಪಕ್ಷ ಹಾಗೂ ವಿರೋಧ ಪಕ್ಷಗಳಾಗಿ ಚರ್ಚೆ ನಡೆಸಿದರು. ವಿಜೇತ ತಂಡಗಳಿಗೆ ಬಹುಮಾನ ವಿತರಿಸಲಾಯಿತು. ಸ್ಪರ್ಧೆಯಲ್ಲಿ 4 ವಿದ್ಯಾರ್ಥಿಗಳ ಒಟ್ಟು 10 ತಂಡಗಳು ಭಾಗವಹಿಸಿದ್ದವು. ಆಯ್ಕೆಯಾದ ತಂಡಗಳು ರಾಜ್ಯ ಮಟ್ಟದ ಸ್ಪರ್ಧೆಗೆ ಅರ್ಹತೆ ಪಡೆದುಕೊಂಡವು.: [516, 492, 658, 563]
lead-quote-by: ಟಿ.ನರೇಂದ್ರಬಾಬು, ಪ್ರಾಂಶುಪಾಲರು ಕಾನೂನು ಮಹಾವಿದ್ಯಾಲಯ: [364, 579, 506, 587]
lead-body-col1: [204, 384, 354, 734]
